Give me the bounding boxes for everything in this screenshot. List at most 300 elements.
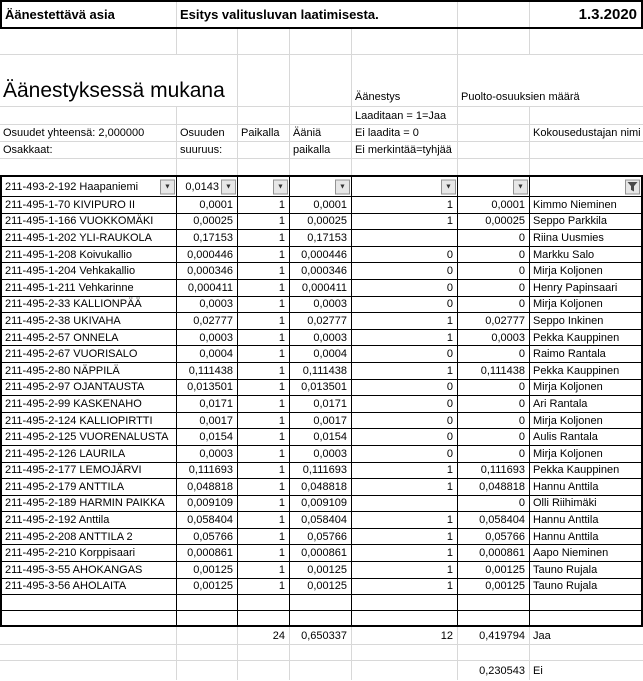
cell-representative[interactable]: Pekka Kauppinen — [533, 364, 620, 377]
cell-present[interactable]: 1 — [238, 562, 290, 578]
cell-blank[interactable] — [238, 107, 290, 124]
cell-share[interactable]: 0,000411 — [177, 280, 238, 296]
cell-support[interactable]: 0 — [458, 380, 530, 396]
cell-blank[interactable] — [352, 159, 458, 175]
cell-blank[interactable] — [458, 107, 530, 124]
cell-present[interactable]: 1 — [238, 280, 290, 296]
cell-vote[interactable]: 0 — [352, 429, 458, 445]
cell-support[interactable]: 0 — [458, 230, 530, 246]
cell-share[interactable]: 0,17153 — [177, 230, 238, 246]
cell-blank[interactable] — [290, 645, 352, 660]
cell-present[interactable]: 1 — [238, 197, 290, 213]
cell-support[interactable]: 0,111438 — [458, 363, 530, 379]
cell-representative[interactable]: Mirja Koljonen — [533, 381, 603, 394]
filter-applied-button[interactable] — [625, 179, 640, 194]
cell-blank[interactable] — [0, 661, 177, 680]
cell-property[interactable]: 211-495-2-192 Anttila — [2, 512, 177, 528]
cell-share[interactable]: 0,111438 — [177, 363, 238, 379]
cell-blank[interactable] — [0, 159, 177, 175]
cell-blank[interactable] — [0, 645, 177, 660]
cell-support[interactable]: 0 — [458, 297, 530, 313]
cell-ei-label[interactable]: Ei — [533, 664, 543, 677]
title-row — [0, 0, 643, 29]
cell-blank[interactable] — [530, 611, 641, 625]
cell-paikalla-header[interactable]: Paikalla — [238, 125, 290, 141]
cell-blank[interactable] — [458, 611, 530, 625]
cell-support[interactable]: 0,05766 — [458, 529, 530, 545]
cell-property[interactable]: 211-495-1-166 VUOKKOMÄKI — [2, 214, 177, 230]
cell-blank[interactable] — [0, 627, 177, 644]
cell-section-heading[interactable]: Äänestyksessä mukana — [0, 55, 238, 106]
cell-support[interactable]: 0,02777 — [458, 313, 530, 329]
chevron-down-icon: ▼ — [225, 183, 232, 190]
cell-votes[interactable]: 0,05766 — [290, 529, 352, 545]
cell-blank[interactable] — [238, 611, 290, 625]
cell-present[interactable]: 1 — [238, 429, 290, 445]
cell-blank[interactable] — [0, 29, 177, 54]
cell-blank[interactable] — [177, 595, 238, 610]
cell-blank[interactable] — [290, 159, 352, 175]
cell-representative[interactable]: Mirja Koljonen — [533, 265, 603, 278]
cell-vote[interactable]: 0 — [352, 346, 458, 362]
cell-share[interactable]: 0,0003 — [177, 330, 238, 346]
empty-table-row — [2, 611, 641, 625]
filter-dropdown-button[interactable] — [441, 179, 456, 194]
cell-blank[interactable] — [238, 595, 290, 610]
cell-total-present[interactable]: 24 — [238, 627, 290, 644]
cell-property[interactable]: 211-495-1-211 Vehkarinne — [2, 280, 177, 296]
cell-representative[interactable]: Seppo Inkinen — [533, 314, 604, 327]
cell-share[interactable]: 0,00125 — [177, 562, 238, 578]
cell-votes[interactable]: 0,000861 — [290, 545, 352, 561]
cell-share[interactable]: 0,013501 — [177, 380, 238, 396]
cell-support[interactable]: 0 — [458, 429, 530, 445]
cell-present[interactable]: 1 — [238, 247, 290, 263]
cell-blank[interactable] — [0, 107, 177, 124]
cell-blank[interactable] — [290, 611, 352, 625]
cell-present[interactable]: 1 — [238, 579, 290, 595]
cell-property[interactable]: 211-495-1-204 Vehkakallio — [2, 263, 177, 279]
cell-representative[interactable]: Mirja Koljonen — [533, 298, 603, 311]
table-row — [2, 346, 641, 363]
cell-legend-ei-laadita[interactable]: Ei laadita = 0 — [352, 125, 458, 141]
cell-representative[interactable]: Hannu Anttila — [533, 530, 599, 543]
cell-osakkaat[interactable]: Osakkaat: — [0, 142, 177, 158]
cell-present[interactable]: 1 — [238, 512, 290, 528]
cell-blank[interactable] — [290, 29, 352, 54]
cell-vote[interactable]: 1 — [352, 579, 458, 595]
cell-blank[interactable] — [458, 142, 530, 158]
cell-share[interactable]: 0,048818 — [177, 479, 238, 495]
cell-blank[interactable] — [458, 2, 530, 27]
cell-property[interactable]: 211-495-1-70 KIVIPURO II — [2, 197, 177, 213]
cell-vote[interactable]: 1 — [352, 562, 458, 578]
cell-total-support-yes[interactable]: 0,419794 — [458, 627, 530, 644]
cell-votes[interactable]: 0,111693 — [290, 463, 352, 479]
cell-support[interactable]: 0,0001 — [458, 197, 530, 213]
cell-votes[interactable]: 0,0003 — [290, 446, 352, 462]
cell-vote[interactable]: 1 — [352, 197, 458, 213]
cell-votes[interactable]: 0,013501 — [290, 380, 352, 396]
cell-present[interactable]: 1 — [238, 330, 290, 346]
filter-property-value: 211-493-2-192 Haapaniemi — [5, 180, 139, 193]
cell-present[interactable]: 1 — [238, 230, 290, 246]
cell-property[interactable]: 211-495-2-57 ONNELA — [2, 330, 177, 346]
empty-row — [0, 29, 643, 55]
cell-votes[interactable]: 0,00125 — [290, 562, 352, 578]
cell-vote[interactable]: 1 — [352, 512, 458, 528]
cell-blank[interactable] — [290, 661, 352, 680]
cell-support[interactable]: 0,00125 — [458, 579, 530, 595]
cell-representative[interactable]: Pekka Kauppinen — [533, 331, 620, 344]
cell-blank[interactable] — [458, 595, 530, 610]
cell-blank[interactable] — [2, 595, 177, 610]
header-row-2 — [0, 142, 643, 159]
cell-puolto-header[interactable]: Puolto-osuuksien määrä — [461, 91, 580, 103]
filter-dropdown-button[interactable] — [513, 179, 528, 194]
cell-support[interactable]: 0,00025 — [458, 214, 530, 230]
cell-vote[interactable]: 1 — [352, 330, 458, 346]
table-row — [2, 479, 641, 496]
cell-votes[interactable]: 0,048818 — [290, 479, 352, 495]
cell-property[interactable]: 211-495-2-97 OJANTAUSTA — [2, 380, 177, 396]
cell-share[interactable]: 0,00025 — [177, 214, 238, 230]
cell-representative[interactable]: Hannu Anttila — [533, 514, 599, 527]
cell-share[interactable]: 0,000446 — [177, 247, 238, 263]
cell-property[interactable]: 211-495-2-189 HARMIN PAIKKA — [2, 496, 177, 512]
cell-votes[interactable]: 0,0001 — [290, 197, 352, 213]
cell-representative[interactable]: Pekka Kauppinen — [533, 464, 620, 477]
cell-support[interactable]: 0,000861 — [458, 545, 530, 561]
cell-votes[interactable]: 0,000346 — [290, 263, 352, 279]
cell-representative[interactable]: Tauno Rujala — [533, 563, 598, 576]
chevron-down-icon: ▼ — [277, 183, 284, 190]
cell-blank[interactable] — [238, 661, 290, 680]
filter-cell-name[interactable] — [530, 177, 641, 196]
cell-blank[interactable] — [530, 107, 643, 124]
cell-representative[interactable]: Aulis Rantala — [533, 431, 598, 444]
cell-blank[interactable] — [2, 611, 177, 625]
cell-representative[interactable]: Mirja Koljonen — [533, 414, 603, 427]
cell-property[interactable]: 211-495-2-126 LAURILA — [2, 446, 177, 462]
cell-vote[interactable]: 1 — [352, 214, 458, 230]
cell-blank[interactable] — [530, 645, 643, 660]
cell-present[interactable]: 1 — [238, 214, 290, 230]
cell-blank[interactable] — [238, 29, 290, 54]
cell-present[interactable]: 1 — [238, 413, 290, 429]
cell-votes[interactable]: 0,0003 — [290, 330, 352, 346]
filter-cell-share[interactable] — [177, 177, 238, 196]
cell-support[interactable]: 0,00125 — [458, 562, 530, 578]
table-row — [2, 512, 641, 529]
cell-representative[interactable]: Henry Papinsaari — [533, 281, 618, 294]
cell-blank[interactable] — [290, 55, 352, 106]
cell-support[interactable]: 0 — [458, 263, 530, 279]
cell-property[interactable]: 211-495-1-208 Koivukallio — [2, 247, 177, 263]
cell-votes[interactable]: 0,111438 — [290, 363, 352, 379]
cell-votes[interactable]: 0,0171 — [290, 396, 352, 412]
cell-property[interactable]: 211-495-2-210 Korppisaari — [2, 545, 177, 561]
empty-row — [0, 159, 643, 175]
cell-vote[interactable]: 0 — [352, 396, 458, 412]
cell-support[interactable]: 0 — [458, 346, 530, 362]
cell-property[interactable]: 211-495-2-125 VUORENALUSTA — [2, 429, 177, 445]
table-row — [2, 396, 641, 413]
cell-property[interactable]: 211-495-2-208 ANTTILA 2 — [2, 529, 177, 545]
filter-dropdown-button[interactable] — [273, 179, 288, 194]
cell-present[interactable]: 1 — [238, 363, 290, 379]
cell-blank[interactable] — [177, 661, 238, 680]
cell-support[interactable]: 0 — [458, 496, 530, 512]
filter-cell-votes[interactable] — [290, 177, 352, 196]
cell-share[interactable]: 0,058404 — [177, 512, 238, 528]
cell-share[interactable]: 0,05766 — [177, 529, 238, 545]
cell-property[interactable]: 211-495-2-99 KASKENAHO — [2, 396, 177, 412]
cell-present[interactable]: 1 — [238, 313, 290, 329]
cell-vote[interactable]: 1 — [352, 529, 458, 545]
cell-votes[interactable]: 0,00025 — [290, 214, 352, 230]
cell-share[interactable]: 0,02777 — [177, 313, 238, 329]
cell-share[interactable]: 0,0003 — [177, 297, 238, 313]
cell-aanestys-header[interactable]: Äänestys — [352, 55, 458, 106]
cell-blank[interactable] — [352, 611, 458, 625]
cell-property[interactable]: 211-495-3-56 AHOLAITA — [2, 579, 177, 595]
cell-jaa-label[interactable]: Jaa — [533, 629, 551, 642]
cell-representative[interactable]: Raimo Rantala — [533, 348, 606, 361]
header-row-1 — [0, 125, 643, 142]
cell-support[interactable]: 0 — [458, 280, 530, 296]
cell-support[interactable]: 0,0003 — [458, 330, 530, 346]
cell-share[interactable]: 0,000861 — [177, 545, 238, 561]
cell-present[interactable]: 1 — [238, 463, 290, 479]
filter-dropdown-button[interactable] — [335, 179, 350, 194]
cell-support[interactable]: 0 — [458, 396, 530, 412]
cell-blank[interactable] — [352, 595, 458, 610]
cell-present[interactable]: 1 — [238, 446, 290, 462]
totals-row-ei — [0, 661, 643, 680]
cell-representative[interactable]: Ari Rantala — [533, 397, 588, 410]
cell-votes[interactable]: 0,0154 — [290, 429, 352, 445]
cell-present[interactable]: 1 — [238, 263, 290, 279]
cell-votes[interactable]: 0,058404 — [290, 512, 352, 528]
cell-vote[interactable]: 0 — [352, 446, 458, 462]
cell-vote[interactable]: 1 — [352, 313, 458, 329]
cell-present[interactable]: 1 — [238, 380, 290, 396]
filter-cell-support[interactable] — [458, 177, 530, 196]
cell-present[interactable]: 1 — [238, 529, 290, 545]
cell-blank[interactable] — [352, 661, 458, 680]
cell-vote[interactable] — [352, 496, 458, 512]
cell-vote[interactable]: 1 — [352, 545, 458, 561]
cell-share[interactable]: 0,0154 — [177, 429, 238, 445]
cell-votes[interactable]: 0,000411 — [290, 280, 352, 296]
cell-blank[interactable] — [458, 645, 530, 660]
cell-present[interactable]: 1 — [238, 479, 290, 495]
filter-cell-vote[interactable] — [352, 177, 458, 196]
filter-dropdown-button[interactable] — [160, 179, 175, 194]
cell-blank[interactable] — [352, 645, 458, 660]
cell-representative[interactable]: Aapo Nieminen — [533, 547, 609, 560]
cell-vote[interactable]: 0 — [352, 263, 458, 279]
cell-representative[interactable]: Tauno Rujala — [533, 580, 598, 593]
cell-voting-matter-label[interactable]: Äänestettävä asia — [2, 2, 177, 27]
cell-representative[interactable]: Mirja Koljonen — [533, 447, 603, 460]
cell-representative[interactable]: Hannu Anttila — [533, 480, 599, 493]
cell-support[interactable]: 0 — [458, 413, 530, 429]
cell-votes[interactable]: 0,00125 — [290, 579, 352, 595]
cell-share[interactable]: 0,009109 — [177, 496, 238, 512]
table-row — [2, 197, 641, 214]
cell-votes[interactable]: 0,009109 — [290, 496, 352, 512]
table-body — [2, 197, 641, 595]
table-row — [2, 529, 641, 546]
cell-present[interactable]: 1 — [238, 396, 290, 412]
cell-present[interactable]: 1 — [238, 496, 290, 512]
cell-aania[interactable]: Ääniä — [290, 125, 352, 141]
cell-vote[interactable]: 0 — [352, 297, 458, 313]
table-row — [2, 230, 641, 247]
table-row — [2, 413, 641, 430]
cell-total-votes[interactable]: 0,650337 — [290, 627, 352, 644]
cell-vote[interactable]: 1 — [352, 363, 458, 379]
cell-legend-jaa[interactable]: Laaditaan = 1=Jaa — [352, 107, 458, 124]
cell-paikalla2[interactable]: paikalla — [290, 142, 352, 158]
cell-share[interactable]: 0,0004 — [177, 346, 238, 362]
table-row — [2, 380, 641, 397]
cell-blank[interactable] — [177, 645, 238, 660]
cell-votes[interactable]: 0,0003 — [290, 297, 352, 313]
table-row — [2, 263, 641, 280]
cell-present[interactable]: 1 — [238, 545, 290, 561]
cell-representative[interactable]: Olli Riihimäki — [533, 497, 597, 510]
cell-property[interactable]: 211-495-2-67 VUORISALO — [2, 346, 177, 362]
cell-representative[interactable]: Kimmo Nieminen — [533, 198, 617, 211]
cell-share[interactable]: 0,111693 — [177, 463, 238, 479]
table-row — [2, 313, 641, 330]
table-row — [2, 429, 641, 446]
cell-votes[interactable]: 0,02777 — [290, 313, 352, 329]
cell-property[interactable]: 211-495-1-202 YLI-RAUKOLA — [2, 230, 177, 246]
cell-osuuden[interactable]: Osuuden — [177, 125, 238, 141]
empty-table-row — [2, 595, 641, 611]
cell-share[interactable]: 0,000346 — [177, 263, 238, 279]
cell-blank[interactable] — [458, 29, 530, 54]
table-row — [2, 330, 641, 347]
cell-vote[interactable]: 0 — [352, 380, 458, 396]
cell-support[interactable]: 0,048818 — [458, 479, 530, 495]
cell-blank[interactable] — [290, 595, 352, 610]
cell-support[interactable]: 0 — [458, 247, 530, 263]
cell-vote[interactable]: 1 — [352, 463, 458, 479]
cell-blank[interactable] — [530, 29, 643, 54]
cell-blank[interactable] — [177, 627, 238, 644]
cell-blank[interactable] — [458, 159, 530, 175]
table-row — [2, 579, 641, 596]
cell-date[interactable]: 1.3.2020 — [578, 6, 637, 23]
cell-property[interactable]: 211-495-2-38 UKIVAHA — [2, 313, 177, 329]
cell-blank[interactable] — [530, 595, 641, 610]
cell-blank[interactable] — [177, 611, 238, 625]
cell-present[interactable]: 1 — [238, 297, 290, 313]
filter-cell-present[interactable] — [238, 177, 290, 196]
table-row — [2, 280, 641, 297]
cell-total-support-no[interactable]: 0,230543 — [458, 661, 530, 680]
filter-dropdown-button[interactable] — [221, 179, 236, 194]
cell-proposal[interactable]: Esitys valitusluvan laatimisesta. — [177, 2, 458, 27]
cell-present[interactable]: 1 — [238, 346, 290, 362]
filter-row — [2, 177, 641, 197]
cell-property[interactable]: 211-495-2-80 NÄPPILÄ — [2, 363, 177, 379]
cell-representative[interactable]: Riina Uusmies — [533, 231, 604, 244]
cell-blank[interactable] — [238, 142, 290, 158]
cell-share[interactable]: 0,0171 — [177, 396, 238, 412]
table-row — [2, 562, 641, 579]
cell-votes[interactable]: 0,0004 — [290, 346, 352, 362]
filter-share-value: 0,0143 — [185, 180, 219, 193]
cell-property[interactable]: 211-495-2-177 LEMOJÄRVI — [2, 463, 177, 479]
cell-votes[interactable]: 0,0017 — [290, 413, 352, 429]
cell-property[interactable]: 211-495-2-33 KALLIONPÄÄ — [2, 297, 177, 313]
cell-blank[interactable] — [177, 107, 238, 124]
cell-vote[interactable]: 0 — [352, 280, 458, 296]
cell-representative[interactable]: Seppo Parkkila — [533, 215, 607, 228]
cell-blank[interactable] — [530, 159, 643, 175]
cell-blank[interactable] — [530, 142, 643, 158]
legend-row-1 — [0, 107, 643, 125]
cell-blank[interactable] — [177, 159, 238, 175]
cell-osuudet-yhteensa[interactable]: Osuudet yhteensä: 2,000000 — [0, 125, 177, 141]
cell-vote[interactable]: 0 — [352, 413, 458, 429]
cell-vote[interactable] — [352, 230, 458, 246]
cell-property[interactable]: 211-495-2-124 KALLIOPIRTTI — [2, 413, 177, 429]
cell-votes[interactable]: 0,17153 — [290, 230, 352, 246]
cell-legend-tyhjaa[interactable]: Ei merkintää=tyhjää — [352, 142, 458, 158]
cell-property[interactable]: 211-495-3-55 AHOKANGAS — [2, 562, 177, 578]
cell-vote[interactable]: 1 — [352, 479, 458, 495]
cell-support[interactable]: 0,111693 — [458, 463, 530, 479]
chevron-down-icon: ▼ — [517, 183, 524, 190]
table-row — [2, 545, 641, 562]
filter-cell-property[interactable] — [2, 177, 177, 196]
cell-blank[interactable] — [290, 107, 352, 124]
chevron-down-icon: ▼ — [164, 183, 171, 190]
cell-votes[interactable]: 0,000446 — [290, 247, 352, 263]
table-row — [2, 446, 641, 463]
cell-share[interactable]: 0,0003 — [177, 446, 238, 462]
totals-row-jaa — [0, 627, 643, 645]
cell-blank[interactable] — [458, 125, 530, 141]
cell-share[interactable]: 0,0001 — [177, 197, 238, 213]
table-row — [2, 297, 641, 314]
cell-kokousedustaja-header[interactable]: Kokousedustajan nimi — [533, 127, 641, 139]
cell-blank[interactable] — [177, 29, 238, 54]
cell-representative[interactable]: Markku Salo — [533, 248, 595, 261]
cell-blank[interactable] — [238, 645, 290, 660]
cell-suuruus[interactable]: suuruus: — [177, 142, 238, 158]
cell-total-yes-count[interactable]: 12 — [352, 627, 458, 644]
section-heading-row — [0, 55, 643, 107]
cell-blank[interactable] — [238, 159, 290, 175]
cell-share[interactable]: 0,00125 — [177, 579, 238, 595]
cell-support[interactable]: 0,058404 — [458, 512, 530, 528]
cell-vote[interactable]: 0 — [352, 247, 458, 263]
cell-support[interactable]: 0 — [458, 446, 530, 462]
cell-blank[interactable] — [238, 55, 290, 106]
cell-blank[interactable] — [352, 29, 458, 54]
table-row — [2, 463, 641, 480]
cell-property[interactable]: 211-495-2-179 ANTTILA — [2, 479, 177, 495]
cell-share[interactable]: 0,0017 — [177, 413, 238, 429]
